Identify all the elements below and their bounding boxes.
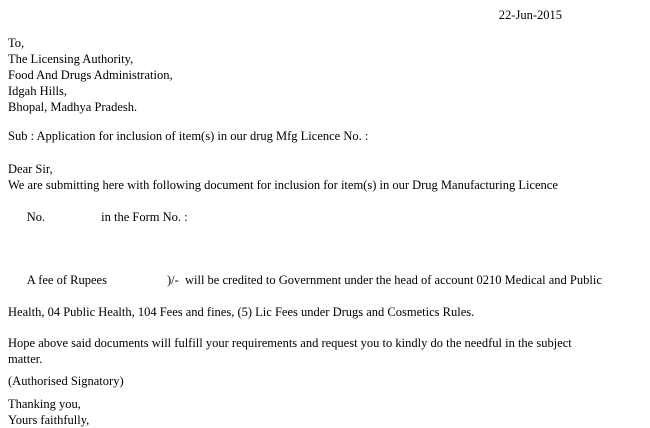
addressee-line-3: Food And Drugs Administration,	[8, 68, 173, 82]
closing-paragraph	[8, 335, 640, 367]
addressee-line-2: The Licensing Authority,	[8, 52, 134, 66]
body-line-1: We are submitting here with following document for inclusion for item(s) in our Drug Manufacturing Licence	[8, 178, 558, 192]
hope-line-1: Hope above said documents will fulfill your requirements and request you to kindly do the needful in the subject	[8, 336, 572, 350]
addressee-line-4: Idgah Hills,	[8, 84, 68, 98]
yours-faithfully-line: Yours faithfully,	[8, 413, 90, 427]
subject-line: Sub : Application for inclusion of item(s) in our drug Mfg Licence No. :	[8, 129, 369, 143]
addressee-block	[8, 35, 640, 115]
salutation: Dear Sir,	[8, 162, 53, 176]
valediction	[8, 396, 640, 428]
addressee-line-5: Bhopal, Madhya Pradesh.	[8, 100, 138, 114]
body-line-2	[8, 193, 640, 241]
fee-line-1	[8, 256, 640, 304]
fee-line-1-prefix: A fee of Rupees	[26, 273, 107, 287]
authorised-signatory-label: (Authorised Signatory)	[8, 374, 124, 388]
body-line-2-suffix: in the Form No. :	[101, 210, 188, 224]
fee-paragraph	[8, 256, 640, 320]
letter-date: 22-Jun-2015	[498, 8, 562, 22]
fee-line-2: Health, 04 Public Health, 104 Fees and fines, (5) Lic Fees under Drugs and Cosmetics Rules.	[8, 305, 475, 319]
hope-line-2: matter.	[8, 352, 43, 366]
body-line-2-prefix: No.	[26, 210, 46, 224]
addressee-line-1: To,	[8, 36, 25, 50]
thanking-you-line: Thanking you,	[8, 397, 81, 411]
body-paragraph-1	[8, 177, 640, 241]
fee-line-1-suffix: )/- will be credited to Government under the head of account 0210 Medical and Public	[166, 273, 602, 287]
